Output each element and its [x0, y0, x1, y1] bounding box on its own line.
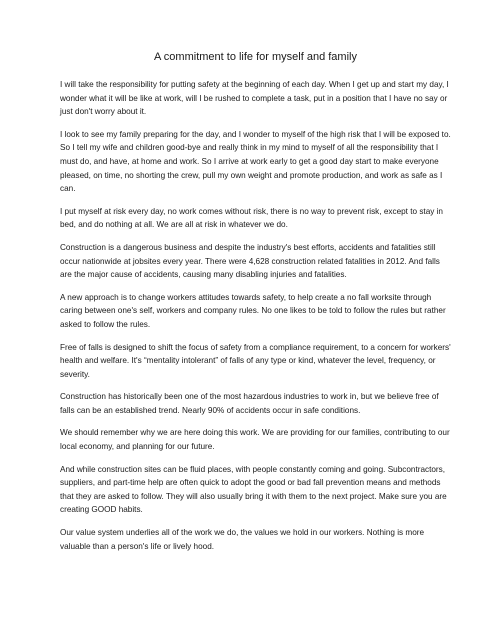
paragraph-9: And while construction sites can be fluid places, with people constantly coming and going. Subcontractors, suppliers, and part-time help are often quick to adopt the good or bad fall prevention means and methods that they are asked to follow. They will also usually bring it with them to the next project. Make sure you are creating GOOD habits.: [60, 464, 447, 515]
paragraph-1: I will take the responsibility for putting safety at the beginning of each day. When I get up and start my day, I wonder what it will be like at work, will I be rushed to complete a task, put in a position that I have no say or just don't worry about it.: [60, 80, 449, 117]
paragraph-5: A new approach is to change workers attitudes towards safety, to help create a no fall worksite through caring between one's self, workers and company rules. No one likes to be told to follow the rules but rather asked to follow the rules.: [60, 292, 446, 329]
paragraph-2: I look to see my family preparing for the day, and I wonder to myself of the high risk that I will be exposed to. So I tell my wife and children good-bye and really think in my mind to myself of all the responsibility that I must do, and have, at home and work. So I arrive at work early to get a good day start to make everyone pleased, on time, no shorting the crew, pull my own weight and promote production, and work as safe as I can.: [60, 129, 451, 194]
paragraph-10: Our value system underlies all of the work we do, the values we hold in our workers. Nothing is more valuable than a person's life or lively hood.: [60, 528, 425, 551]
paragraph-4: Construction is a dangerous business and despite the industry's best efforts, accidents and fatalities still occur nationwide at jobsites every year. There were 4,628 construction related fatalities in 2012. And falls are the major cause of accidents, causing many disabling injuries and fatalities.: [60, 242, 440, 280]
paragraph-6: Free of falls is designed to shift the focus of safety from a compliance requirement, to a concern for workers' health and welfare. It's “mentality intolerant” of falls of any type or kind, whatever the level, frequency, or severity.: [60, 342, 451, 379]
paragraph-3: I put myself at risk every day, no work comes without risk, there is no way to prevent risk, except to stay in bed, and do nothing at all. We are all at risk in whatever we do.: [60, 206, 443, 230]
paragraph-7: Construction has historically been one of the most hazardous industries to work in, but we believe free of falls can be an established trend. Nearly 90% of accidents occur in safe conditions.: [60, 392, 439, 415]
document-title: A commitment to life for myself and family: [154, 51, 357, 63]
paragraph-8: We should remember why we are here doing this work. We are providing for our families, contributing to our local economy, and planning for our future.: [60, 428, 450, 452]
